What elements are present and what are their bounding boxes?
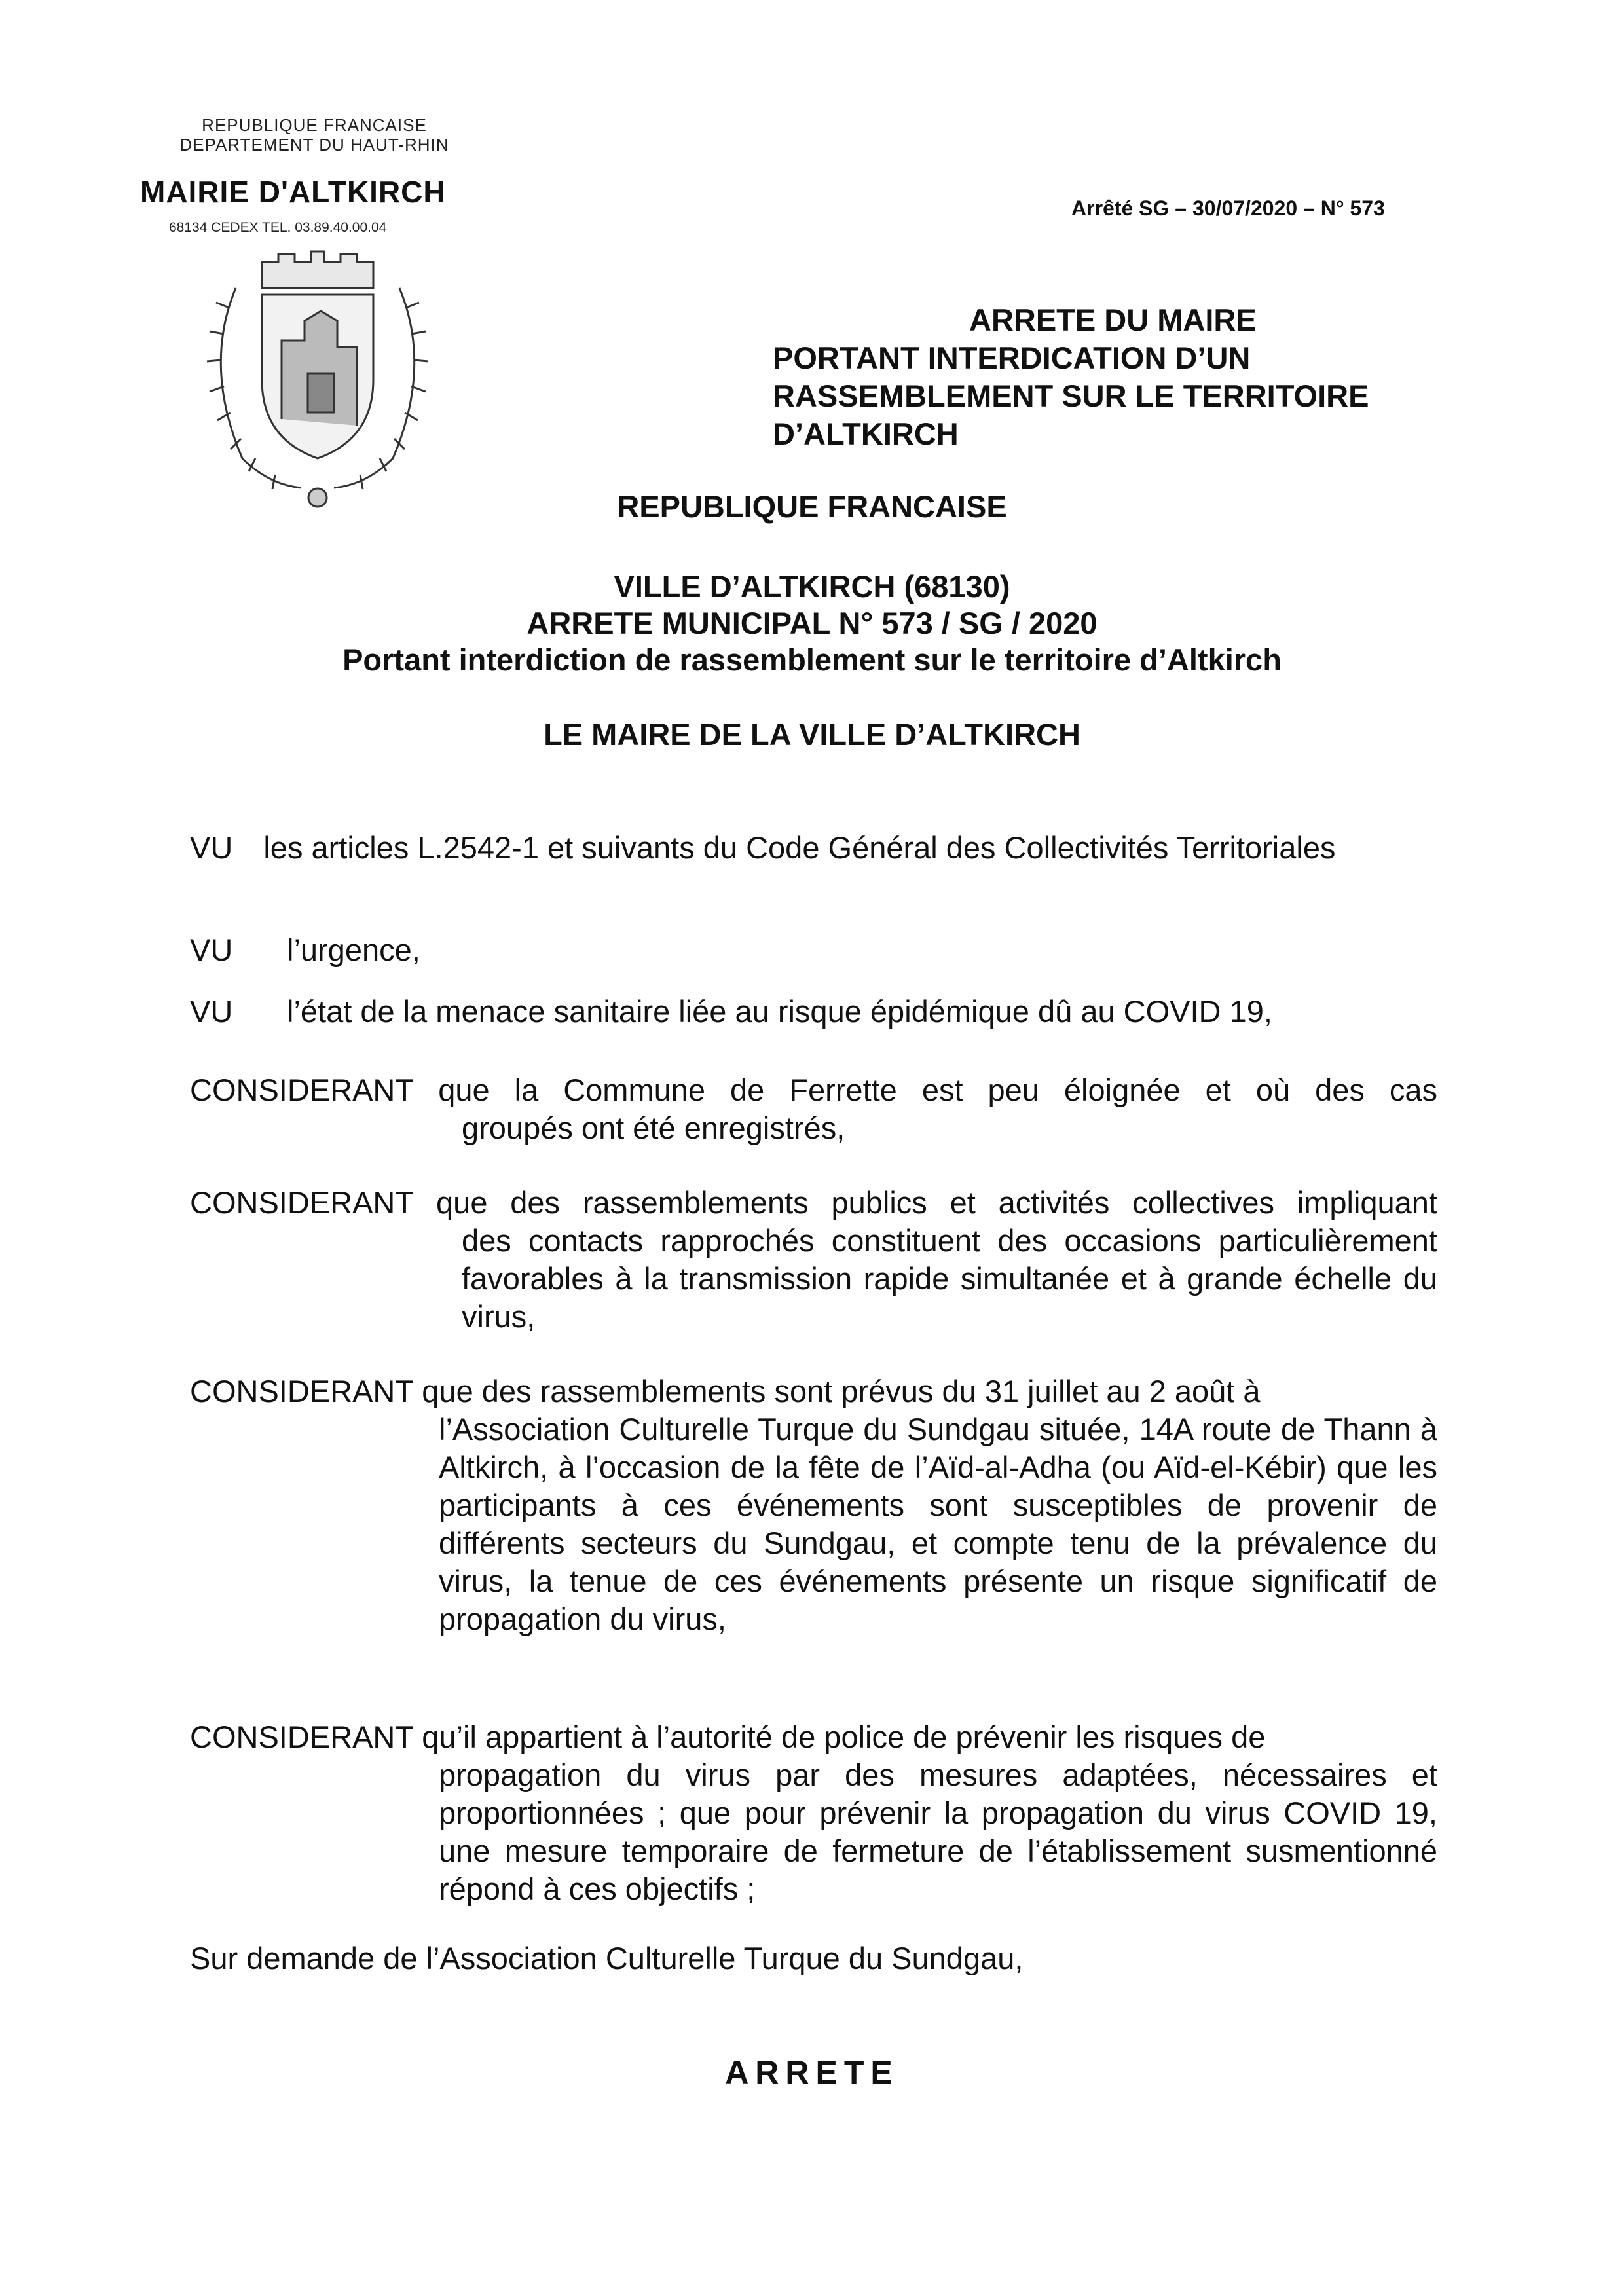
considerant-clause [190, 1071, 1437, 1147]
header-departement: DEPARTEMENT DU HAUT-RHIN [179, 135, 449, 155]
considerant-clause [190, 1718, 1437, 1908]
ville-line-1: VILLE D’ALTKIRCH (68130) [614, 569, 1010, 604]
vu-label: VU [190, 830, 233, 865]
republique-heading: REPUBLIQUE FRANCAISE [617, 489, 1007, 524]
title-line-4: D’ALTKIRCH [773, 416, 959, 451]
considerant-clause [190, 1184, 1437, 1336]
vu-text: l’état de la menace sanitaire liée au risque épidémique dû au COVID 19, [287, 994, 1272, 1029]
ville-line-3: Portant interdiction de rassemblement sur le territoire d’Altkirch [342, 642, 1282, 677]
considerant-label: CONSIDERANT [190, 1073, 414, 1107]
arrete-reference: Arrêté SG – 30/07/2020 – N° 573 [1071, 196, 1385, 220]
considerant-clause [190, 1372, 1437, 1638]
considerant-label: CONSIDERANT [190, 1185, 414, 1220]
considerant-first-line: que des rassemblements sont prévus du 31 juillet au 2 août à [422, 1374, 1261, 1408]
considerant-continuation: propagation du virus par des mesures adaptées, nécessaires et proportionnées ; que pour prévenir la propagation du virus COVID 19, une mesure temporaire de fermeture de l’établissement susmentionné répond à ces objectifs ; [439, 1757, 1437, 1906]
title-line-1: ARRETE DU MAIRE [969, 303, 1257, 337]
considerant-continuation: l’Association Culturelle Turque du Sundgau située, 14A route de Thann à Altkirch, à l’occasion de la fête de l’Aïd-al-Adha (ou Aïd-el-Kébir) que les participants à ces événements sont susceptibles de provenir de différents secteurs du Sundgau, et compte tenu de la prévalence du virus, la tenue de ces événements présente un risque significatif de propagation du virus, [439, 1412, 1437, 1636]
vu-clause [190, 993, 1272, 1031]
vu-text: l’urgence, [287, 932, 420, 967]
title-line-2: PORTANT INTERDICATION D’UN [773, 340, 1251, 375]
considerant-first-line: qu’il appartient à l’autorité de police de prévenir les risques de [422, 1719, 1266, 1754]
vu-label: VU [190, 932, 233, 967]
considerant-first-line: que des rassemblements publics et activités collectives impliquant [436, 1185, 1437, 1220]
ville-line-2: ARRETE MUNICIPAL N° 573 / SG / 2020 [526, 606, 1098, 640]
maire-heading: LE MAIRE DE LA VILLE D’ALTKIRCH [544, 717, 1080, 752]
coat-of-arms-emblem [190, 249, 445, 511]
mairie-address: 68134 CEDEX TEL. 03.89.40.00.04 [169, 220, 387, 235]
main-title [773, 301, 1369, 453]
vu-text: les articles L.2542-1 et suivants du Code Général des Collectivités Territoriales [263, 830, 1336, 865]
title-line-3: RASSEMBLEMENT SUR LE TERRITOIRE [773, 378, 1369, 413]
considerant-label: CONSIDERANT [190, 1374, 414, 1408]
vu-clause [190, 931, 420, 969]
considerant-label: CONSIDERANT [190, 1719, 414, 1754]
vu-clause [190, 829, 1437, 867]
considerant-continuation: groupés ont été enregistrés, [462, 1111, 845, 1145]
arrete-heading: ARRETE [725, 2054, 899, 2091]
mairie-title: MAIRIE D'ALTKIRCH [140, 175, 446, 209]
vu-label: VU [190, 994, 233, 1029]
header-republique: REPUBLIQUE FRANCAISE [202, 115, 427, 135]
considerant-continuation: des contacts rapprochés constituent des occasions particulièrement favorables à la transmission rapide simultanée et à grande échelle du virus, [462, 1223, 1437, 1334]
ville-heading [0, 568, 1624, 678]
considerant-first-line: que la Commune de Ferrette est peu éloignée et où des cas [438, 1073, 1437, 1107]
sur-demande-line: Sur demande de l’Association Culturelle Turque du Sundgau, [190, 1941, 1024, 1975]
